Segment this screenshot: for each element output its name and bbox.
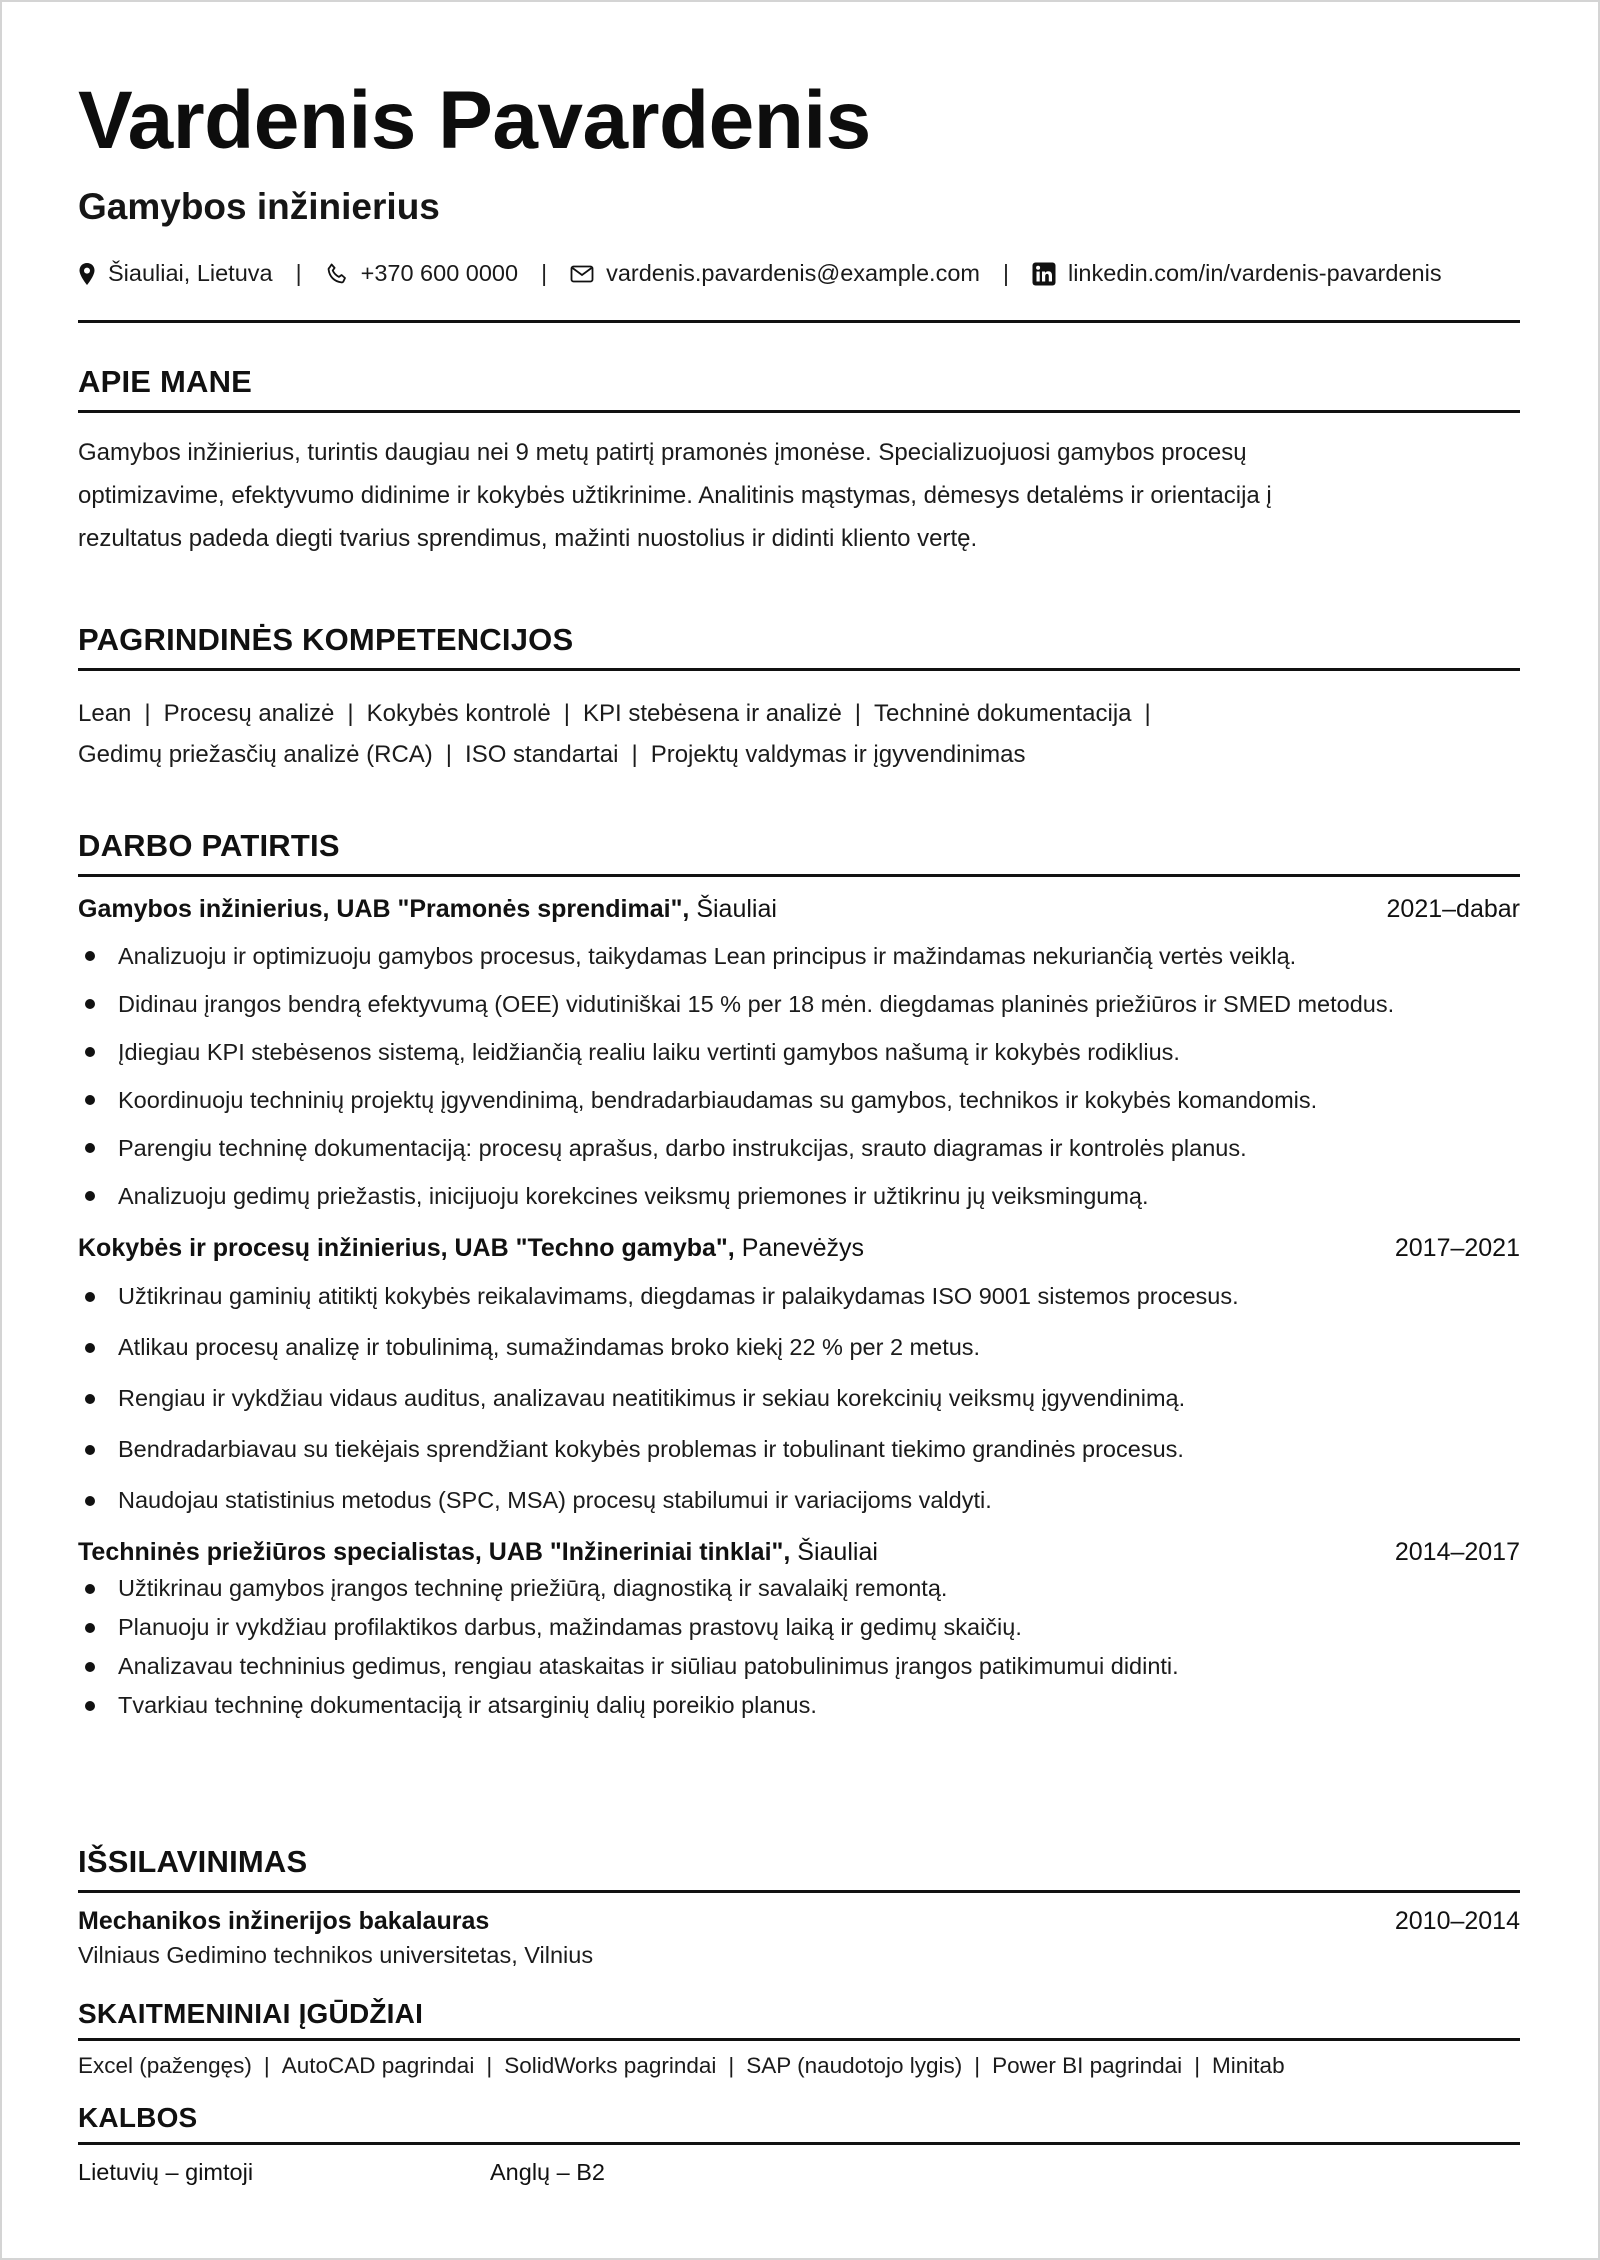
job-location: Šiauliai bbox=[696, 895, 777, 923]
contact-separator: | bbox=[295, 260, 302, 286]
job-bullet: Planuoju ir vykdžiau profilaktikos darbus, mažindamas prastovų laiką ir gedimų skaičių. bbox=[78, 1608, 1520, 1647]
job-bullet: Įdiegiau KPI stebėsenos sistemą, leidžiančią realiu laiku vertinti gamybos našumą ir kokybės rodiklius. bbox=[78, 1028, 1520, 1076]
competencies-heading: PAGRINDINĖS KOMPETENCIJOS bbox=[78, 622, 1520, 671]
job-bullets bbox=[78, 932, 1520, 1220]
about-line: optimizavime, efektyvumo didinime ir kokybės užtikrinime. Analitinis mąstymas, dėmesys detalėms ir orientacija į bbox=[78, 482, 1272, 509]
digital-skill-item: Excel (pažengęs) bbox=[78, 2053, 252, 2078]
job-bullet: Analizavau techninius gedimus, rengiau ataskaitas ir siūliau patobulinimus įrangos patikimumui didinti. bbox=[78, 1647, 1520, 1686]
competency-separator: | bbox=[347, 700, 354, 727]
job-entry bbox=[78, 1538, 1520, 1725]
location-pin-icon bbox=[78, 262, 96, 286]
languages-heading: KALBOS bbox=[78, 2102, 1520, 2145]
about-section bbox=[78, 364, 1520, 560]
job-bullets bbox=[78, 1569, 1520, 1725]
experience-section bbox=[78, 828, 1520, 1725]
competency-item: Lean bbox=[78, 700, 132, 727]
digital-skills-heading: SKAITMENINIAI ĮGŪDŽIAI bbox=[78, 1998, 1520, 2041]
phone-icon bbox=[325, 262, 349, 286]
about-heading: APIE MANE bbox=[78, 364, 1520, 413]
email-text: vardenis.pavardenis@example.com bbox=[606, 260, 980, 286]
competency-separator: | bbox=[631, 741, 638, 768]
job-bullet: Naudojau statistinius metodus (SPC, MSA) procesų stabilumui ir variacijoms valdyti. bbox=[78, 1475, 1520, 1526]
job-header bbox=[78, 1234, 1520, 1263]
contact-email[interactable] bbox=[570, 260, 980, 287]
job-location: Panevėžys bbox=[741, 1234, 864, 1262]
competency-item: Procesų analizė bbox=[163, 700, 335, 727]
education-dates: 2010–2014 bbox=[1394, 1907, 1520, 1935]
job-bullet: Didinau įrangos bendrą efektyvumą (OEE) vidutiniškai 15 % per 18 mėn. diegdamas planinės priežiūros ir SMED metodus. bbox=[78, 980, 1520, 1028]
digital-skills-list bbox=[78, 2053, 1520, 2079]
digital-skill-item: AutoCAD pagrindai bbox=[281, 2053, 475, 2078]
digital-skill-item: Power BI pagrindai bbox=[992, 2053, 1183, 2078]
job-dates: 2017–2021 bbox=[1394, 1234, 1520, 1262]
competencies-row bbox=[78, 693, 1520, 734]
envelope-icon bbox=[570, 264, 594, 284]
job-bullet: Užtikrinau gaminių atitiktį kokybės reikalavimams, diegdamas ir palaikydamas ISO 9001 sistemos procesus. bbox=[78, 1271, 1520, 1322]
phone-text: +370 600 0000 bbox=[360, 260, 519, 286]
competency-item: Kokybės kontrolė bbox=[366, 700, 551, 727]
linkedin-text: linkedin.com/in/vardenis-pavardenis bbox=[1067, 260, 1442, 286]
competencies-list bbox=[78, 693, 1520, 775]
job-bullet: Rengiau ir vykdžiau vidaus auditus, analizavau neatitikimus ir sekiau korekcinių veiksmų įgyvendinimą. bbox=[78, 1373, 1520, 1424]
contact-linkedin[interactable] bbox=[1032, 260, 1442, 287]
language-item: Lietuvių – gimtoji bbox=[78, 2159, 254, 2185]
experience-heading: DARBO PATIRTIS bbox=[78, 828, 1520, 877]
contact-separator: | bbox=[541, 260, 548, 286]
location-text: Šiauliai, Lietuva bbox=[108, 260, 273, 286]
about-line: rezultatus padeda diegti tvarius sprendimus, mažinti nuostolius ir didinti kliento vertę. bbox=[78, 525, 978, 552]
job-bullet: Atlikau procesų analizę ir tobulinimą, sumažindamas broko kiekį 22 % per 2 metus. bbox=[78, 1322, 1520, 1373]
contact-phone[interactable] bbox=[325, 260, 518, 287]
job-bullet: Parengiu techninę dokumentaciją: procesų aprašus, darbo instrukcijas, srauto diagramas ir kontrolės planus. bbox=[78, 1124, 1520, 1172]
competency-separator: | bbox=[1144, 700, 1151, 727]
education-section bbox=[78, 1844, 1520, 1969]
digital-skill-item: SolidWorks pagrindai bbox=[504, 2053, 717, 2078]
linkedin-icon bbox=[1032, 262, 1056, 286]
competencies-row bbox=[78, 734, 1520, 775]
job-title: Techninės priežiūros specialistas, UAB "Inžineriniai tinklai", bbox=[78, 1538, 791, 1566]
competency-separator: | bbox=[445, 741, 453, 768]
job-entry bbox=[78, 895, 1520, 1220]
competency-item: Gedimų priežasčių analizė (RCA) bbox=[78, 741, 433, 768]
candidate-name: Vardenis Pavardenis bbox=[78, 75, 871, 166]
digital-skills-section bbox=[78, 1998, 1520, 2079]
digital-skill-separator: | bbox=[486, 2053, 493, 2078]
job-bullets bbox=[78, 1271, 1520, 1526]
contact-separator: | bbox=[1003, 260, 1009, 286]
competency-item: Techninė dokumentacija bbox=[874, 700, 1132, 727]
competency-item: ISO standartai bbox=[465, 741, 619, 768]
competency-separator: | bbox=[563, 700, 570, 727]
digital-skill-separator: | bbox=[974, 2053, 981, 2078]
job-bullet: Tvarkiau techninę dokumentaciją ir atsarginių dalių poreikio planus. bbox=[78, 1686, 1520, 1725]
digital-skill-item: Minitab bbox=[1212, 2053, 1285, 2078]
education-heading: IŠSILAVINIMAS bbox=[78, 1844, 1520, 1893]
competency-item: Projektų valdymas ir įgyvendinimas bbox=[650, 741, 1026, 768]
competency-separator: | bbox=[144, 700, 151, 727]
job-bullet: Analizuoju ir optimizuoju gamybos procesus, taikydamas Lean principus ir mažindamas nekuriančią vertės veiklą. bbox=[78, 932, 1520, 980]
job-header bbox=[78, 1538, 1520, 1567]
education-header bbox=[78, 1907, 1520, 1936]
languages-list bbox=[78, 2159, 1520, 2186]
candidate-role: Gamybos inžinierius bbox=[78, 186, 440, 227]
competency-separator: | bbox=[854, 700, 862, 727]
contact-bar bbox=[78, 260, 1520, 287]
about-line: Gamybos inžinierius, turintis daugiau nei 9 metų patirtį pramonės įmonėse. Specializuojuosi gamybos procesų bbox=[78, 439, 1247, 466]
job-title: Gamybos inžinierius, UAB "Pramonės sprendimai", bbox=[78, 895, 690, 923]
education-degree: Mechanikos inžinerijos bakalauras bbox=[78, 1907, 490, 1935]
job-dates: 2021–dabar bbox=[1386, 895, 1520, 923]
competency-item: KPI stebėsena ir analizė bbox=[582, 700, 842, 727]
job-bullet: Koordinuoju techninių projektų įgyvendinimą, bendradarbiaudamas su gamybos, technikos ir kokybės komandomis. bbox=[78, 1076, 1520, 1124]
job-entry bbox=[78, 1234, 1520, 1526]
language-item: Anglų – B2 bbox=[490, 2159, 605, 2185]
contact-location bbox=[78, 260, 273, 287]
job-dates: 2014–2017 bbox=[1394, 1538, 1520, 1566]
job-location: Šiauliai bbox=[797, 1538, 878, 1566]
job-bullet: Užtikrinau gamybos įrangos techninę priežiūrą, diagnostiką ir savalaikį remontą. bbox=[78, 1569, 1520, 1608]
digital-skill-separator: | bbox=[263, 2053, 270, 2078]
education-school: Vilniaus Gedimino technikos universitetas, Vilnius bbox=[78, 1942, 594, 1968]
job-title: Kokybės ir procesų inžinierius, UAB "Techno gamyba", bbox=[78, 1234, 735, 1262]
languages-section bbox=[78, 2102, 1520, 2186]
job-bullet: Bendradarbiavau su tiekėjais sprendžiant kokybės problemas ir tobulinant tiekimo grandinės procesus. bbox=[78, 1424, 1520, 1475]
job-header bbox=[78, 895, 1520, 924]
digital-skill-separator: | bbox=[728, 2053, 735, 2078]
digital-skill-separator: | bbox=[1194, 2053, 1201, 2078]
digital-skill-item: SAP (naudotojo lygis) bbox=[746, 2053, 963, 2078]
competencies-section bbox=[78, 622, 1520, 775]
about-text bbox=[78, 431, 1520, 560]
header-divider bbox=[78, 320, 1520, 323]
job-bullet: Analizuoju gedimų priežastis, inicijuoju korekcines veiksmų priemones ir užtikrinu jų veiksmingumą. bbox=[78, 1172, 1520, 1220]
